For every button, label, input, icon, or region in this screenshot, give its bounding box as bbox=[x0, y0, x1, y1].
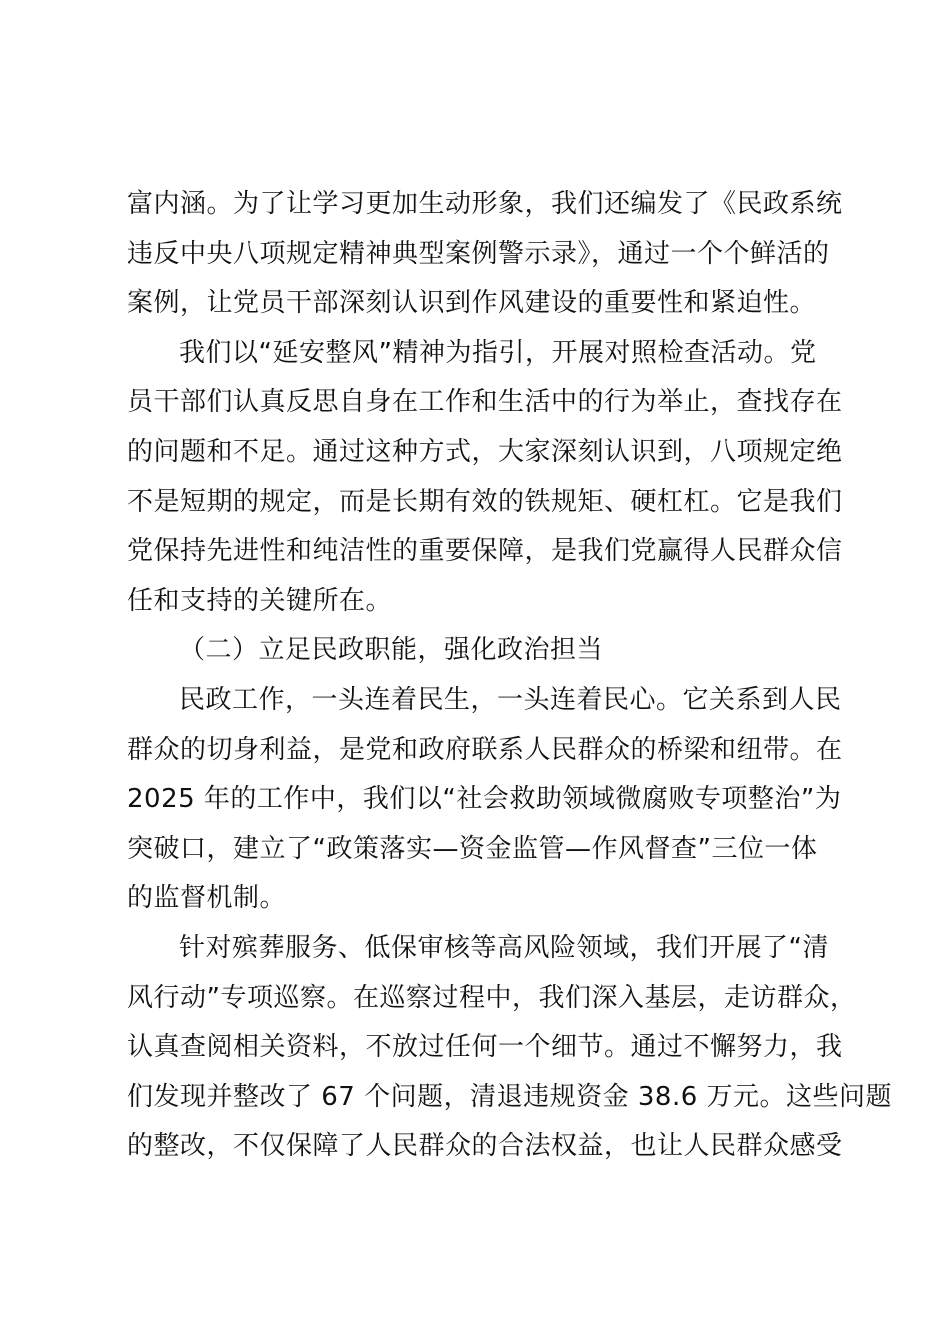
paragraph-yanan-rectification bbox=[127, 329, 843, 627]
text-line: 党保持先进性和纯洁性的重要保障，是我们党赢得人民群众信 bbox=[127, 536, 843, 567]
text-line: 的整改，不仅保障了人民群众的合法权益，也让人民群众感受 bbox=[127, 1131, 843, 1162]
text-line: 针对殡葬服务、低保审核等高风险领域，我们开展了“清 bbox=[179, 932, 829, 963]
text-line: 的问题和不足。通过这种方式，大家深刻认识到，八项规定绝 bbox=[127, 436, 843, 467]
text-line: 员干部们认真反思自身在工作和生活中的行为举止，查找存在 bbox=[127, 387, 843, 418]
text-line: 民政工作，一头连着民生，一头连着民心。它关系到人民 bbox=[179, 684, 842, 715]
heading-line: （二）立足民政职能，强化政治担当 bbox=[179, 635, 604, 666]
document-body bbox=[127, 180, 893, 1172]
text-line: 任和支持的关键所在。 bbox=[127, 585, 393, 616]
text-line: 我们以“延安整风”精神为指引，开展对照检查活动。党 bbox=[179, 337, 817, 368]
section-heading bbox=[127, 626, 832, 676]
text-line: 案例，让党员干部深刻认识到作风建设的重要性和紧迫性。 bbox=[127, 288, 817, 319]
paragraph-civil-affairs bbox=[127, 676, 843, 924]
paragraph-continued bbox=[127, 180, 843, 329]
text-line: 的监督机制。 bbox=[127, 883, 287, 914]
text-line: 2025 年的工作中，我们以“社会救助领域微腐败专项整治”为 bbox=[127, 784, 842, 815]
text-line: 认真查阅相关资料，不放过任何一个细节。通过不懈努力，我 bbox=[127, 1032, 843, 1063]
paragraph-inspection bbox=[127, 924, 893, 1172]
text-line: 们发现并整改了 67 个问题，清退违规资金 38.6 万元。这些问题 bbox=[127, 1081, 893, 1112]
text-line: 风行动”专项巡察。在巡察过程中，我们深入基层，走访群众， bbox=[127, 982, 857, 1013]
text-line: 富内涵。为了让学习更加生动形象，我们还编发了《民政系统 bbox=[127, 189, 843, 219]
text-line: 不是短期的规定，而是长期有效的铁规矩、硬杠杠。它是我们 bbox=[127, 486, 843, 517]
text-line: 突破口，建立了“政策落实—资金监管—作风督查”三位一体 bbox=[127, 833, 818, 864]
text-line: 群众的切身利益，是党和政府联系人民群众的桥梁和纽带。在 bbox=[127, 734, 843, 765]
text-line: 违反中央八项规定精神典型案例警示录》，通过一个个鲜活的 bbox=[127, 238, 830, 269]
